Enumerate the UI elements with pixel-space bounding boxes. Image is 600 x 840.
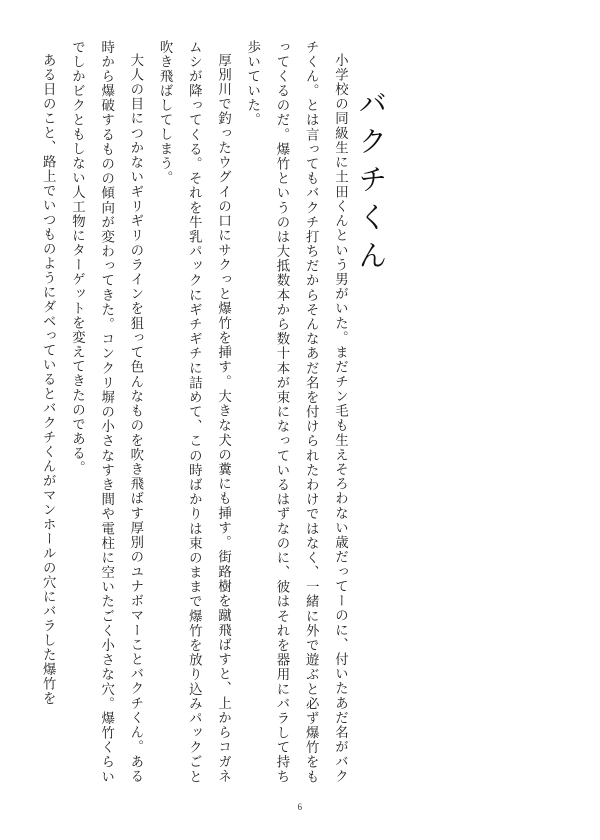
body-paragraph-3 <box>63 40 151 784</box>
body-paragraph-1 <box>239 40 356 784</box>
page-number: 6 <box>297 802 303 812</box>
body-paragraph-2 <box>151 40 239 784</box>
body-paragraph-4 <box>34 40 63 784</box>
paragraph-text: 大人の目につかないギリギリのラインを狙って色んなものを吹き飛ばす厚別のユナボマーことバクチくん。ある時から爆破するものの傾向が変わってきた。コンクリ塀の小さなすき間や電柱に空いたごく小さな穴。爆竹くらいでしかビクともしない人工物にターゲットを変えてきたのである。 <box>70 40 144 784</box>
vertical-text-block <box>34 40 566 784</box>
paragraph-text: 厚別川で釣ったウグイの口にサクっと爆竹を挿す。大きな犬の糞にも挿す。街路樹を蹴飛ばすと、上からコガネムシが降ってくる。それを牛乳パックにギチギチに詰めて、この時ばかりは束のままで爆竹を放り込みパックごと吹き飛ばしてしまう。 <box>158 40 232 784</box>
paragraph-text: 小学校の同級生に土田くんという男がいた。まだチン毛も生えそろわない歳だってーのに、付いたあだ名がバクチくん。とは言ってもバクチ打ちだからそんなあだ名を付けられたわけではなく、一緒に外で遊ぶと必ず爆竹をもってくるのだ。爆竹というのは大抵数本から数十本が束になっているはずなのに、彼はそれを器用にバラして持ち歩いていた。 <box>245 40 349 784</box>
page-title: バクチくん <box>354 88 387 278</box>
paragraph-text: ある日のこと、路上でいつものようにダベっているとバクチくんがマンホールの穴にバラした爆竹を <box>41 53 57 706</box>
